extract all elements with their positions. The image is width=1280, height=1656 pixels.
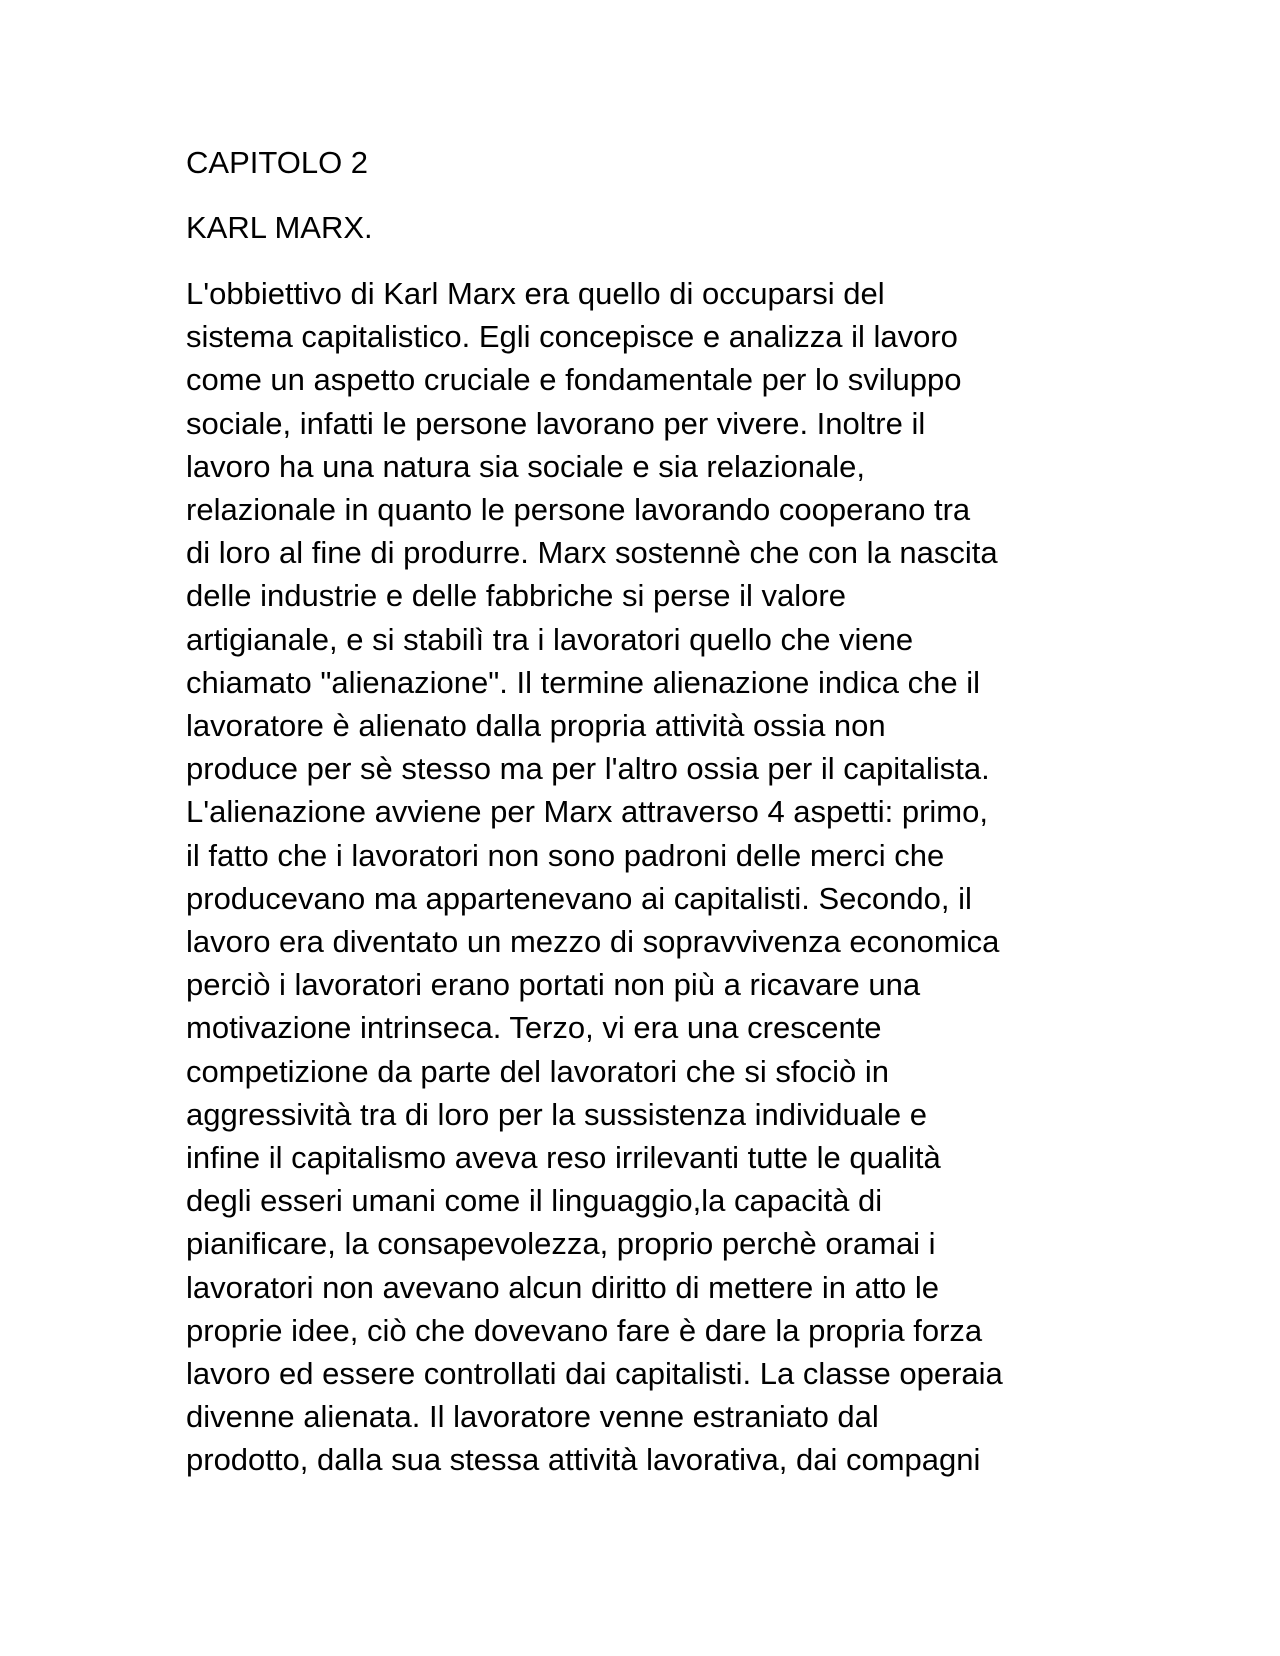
paragraph-line: proprie idee, ciò che dovevano fare è dare la propria forza [186,1312,983,1348]
paragraph-line: delle industrie e delle fabbriche si perse il valore [186,578,846,614]
paragraph-line: lavoro ha una natura sia sociale e sia relazionale, [186,448,865,484]
paragraph-line: perciò i lavoratori erano portati non più a ricavare una [186,967,921,1003]
paragraph-line: lavoro era diventato un mezzo di sopravvivenza economica [186,924,1000,960]
paragraph-line: lavoratore è alienato dalla propria attività ossia non [186,708,886,744]
body-paragraph [186,272,1106,1482]
paragraph-line: di loro al fine di produrre. Marx sostennè che con la nascita [186,535,998,571]
paragraph-line: L'alienazione avviene per Marx attraverso 4 aspetti: primo, [186,794,988,830]
paragraph-line: lavoratori non avevano alcun diritto di mettere in atto le [186,1269,940,1305]
paragraph-line: producevano ma appartenevano ai capitalisti. Secondo, il [186,880,972,916]
paragraph-line: sistema capitalistico. Egli concepisce e analizza il lavoro [186,319,958,355]
paragraph-line: il fatto che i lavoratori non sono padroni delle merci che [186,837,945,873]
section-title: KARL MARX. [186,210,373,245]
paragraph-line: infine il capitalismo aveva reso irrilevanti tutte le qualità [186,1140,941,1176]
paragraph-line: aggressività tra di loro per la sussistenza individuale e [186,1096,927,1132]
paragraph-line: degli esseri umani come il linguaggio,la capacità di [186,1183,883,1219]
paragraph-line: divenne alienata. Il lavoratore venne estraniato dal [186,1399,879,1435]
paragraph-line: come un aspetto cruciale e fondamentale per lo sviluppo [186,362,962,398]
paragraph-line: artigianale, e si stabilì tra i lavoratori quello che viene [186,621,914,657]
paragraph-line: chiamato "alienazione". Il termine alienazione indica che il [186,664,981,700]
chapter-title: CAPITOLO 2 [186,145,369,180]
paragraph-line: relazionale in quanto le persone lavorando cooperano tra [186,492,971,528]
paragraph-line: prodotto, dalla sua stessa attività lavorativa, dai compagni [186,1442,981,1478]
paragraph-line: lavoro ed essere controllati dai capitalisti. La classe operaia [186,1356,1003,1392]
paragraph-line: sociale, infatti le persone lavorano per vivere. Inoltre il [186,405,926,441]
paragraph-line: L'obbiettivo di Karl Marx era quello di occuparsi del [186,276,885,311]
paragraph-line: pianificare, la consapevolezza, proprio perchè oramai i [186,1226,936,1262]
paragraph-line: competizione da parte del lavoratori che si sfociò in [186,1053,890,1089]
document-content [186,143,1106,1482]
paragraph-line: motivazione intrinseca. Terzo, vi era una crescente [186,1010,882,1046]
paragraph-line: produce per sè stesso ma per l'altro ossia per il capitalista. [186,751,990,787]
